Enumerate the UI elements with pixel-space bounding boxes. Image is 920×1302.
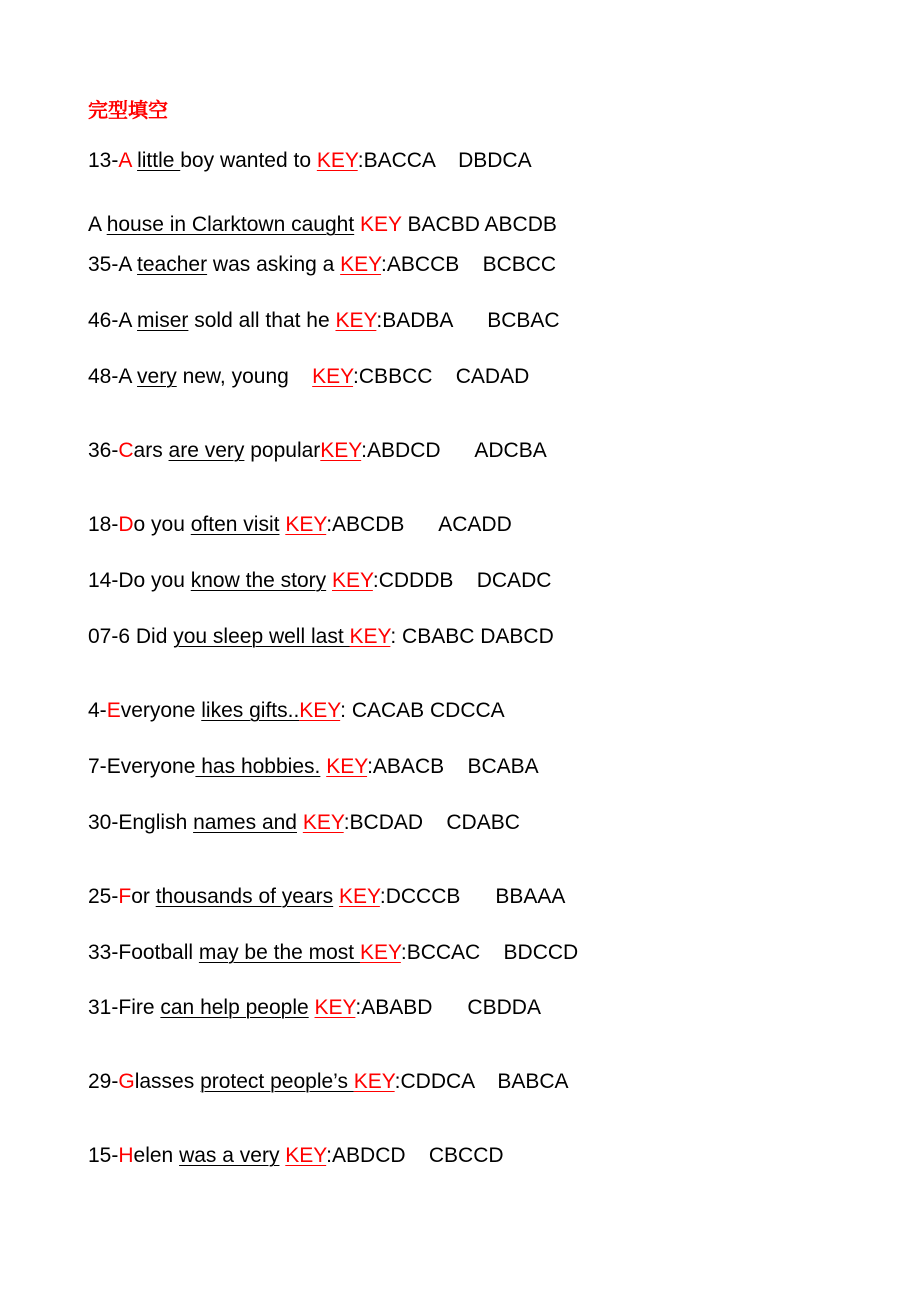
answer-line: 35-A teacher was asking a KEY:ABCCB BCBCC — [88, 253, 557, 276]
answer-key: BADBA BCBAC — [382, 309, 560, 332]
answer-line: 48-A very new, young KEY:CBBCC CADAD — [88, 365, 530, 388]
answer-key: ABDCD CBCCD — [332, 1144, 504, 1167]
answer-line: 30-English names and KEY:BCDAD CDABC — [88, 811, 520, 834]
key-label: KEY — [316, 149, 358, 172]
key-label: KEY — [360, 213, 402, 236]
answer-key: CBBCC CADAD — [358, 365, 530, 388]
answer-line: 18-Do you often visit KEY:ABCDB ACADD — [88, 513, 512, 536]
answer-line: 31-Fire can help people KEY:ABABD CBDDA — [88, 996, 541, 1019]
answer-key: BCDAD CDABC — [349, 811, 520, 834]
answer-line: 13-A little boy wanted to KEY:BACCA DBDCA — [88, 149, 532, 172]
answer-key: ABCCB BCBCC — [386, 253, 557, 276]
key-label: KEY — [285, 1144, 327, 1167]
answer-line: A house in Clarktown caught KEY BACBD ABCDB — [88, 213, 557, 236]
answer-line: 36-Cars are very popularKEY:ABDCD ADCBA — [88, 439, 547, 462]
key-label: KEY — [299, 699, 341, 722]
answer-line: 46-A miser sold all that he KEY:BADBA BCBAC — [88, 309, 560, 332]
key-label: KEY — [285, 513, 327, 536]
section-heading: 完型填空 — [88, 100, 168, 122]
key-label: KEY — [349, 625, 391, 648]
answer-key: BACBD ABCDB — [407, 213, 557, 236]
key-label: KEY — [312, 365, 354, 388]
key-label: KEY — [335, 309, 377, 332]
answer-key: BACCA DBDCA — [363, 149, 532, 172]
key-label: KEY — [314, 996, 356, 1019]
key-label: KEY — [332, 569, 373, 592]
answer-key: ABACB BCABA — [372, 755, 539, 778]
answer-line: 14-Do you know the story KEY:CDDDB DCADC — [88, 569, 552, 592]
answer-key: CACAB CDCCA — [351, 699, 505, 722]
answer-key: ABCDB ACADD — [332, 513, 512, 536]
answer-line: 15-Helen was a very KEY:ABDCD CBCCD — [88, 1144, 504, 1167]
answer-line: 29-Glasses protect people’s KEY:CDDCA BABCA — [88, 1070, 569, 1093]
key-label: KEY — [320, 439, 362, 462]
answer-line: 4-Everyone likes gifts..KEY: CACAB CDCCA — [88, 699, 505, 722]
answer-key: BCCAC BDCCD — [406, 941, 579, 964]
answer-key: CBABC DABCD — [402, 625, 554, 648]
answer-key: CDDCA BABCA — [400, 1070, 569, 1093]
key-label: KEY — [302, 811, 344, 834]
answer-line: 7-Everyone has hobbies. KEY:ABACB BCABA — [88, 755, 539, 778]
answer-key: CDDDB DCADC — [378, 569, 552, 592]
key-label: KEY — [339, 885, 380, 908]
key-label: KEY — [353, 1070, 395, 1093]
answer-line: 25-For thousands of years KEY:DCCCB BBAAA — [88, 885, 566, 908]
answer-key: DCCCB BBAAA — [385, 885, 566, 908]
answer-line: 33-Football may be the most KEY:BCCAC BDCCD — [88, 941, 579, 964]
key-label: KEY — [326, 755, 368, 778]
key-label: KEY — [340, 253, 382, 276]
answer-key: ABABD CBDDA — [361, 996, 541, 1019]
answer-line: 07-6 Did you sleep well last KEY: CBABC DABCD — [88, 625, 554, 648]
answer-key: ABDCD ADCBA — [367, 439, 547, 462]
key-label: KEY — [359, 941, 401, 964]
